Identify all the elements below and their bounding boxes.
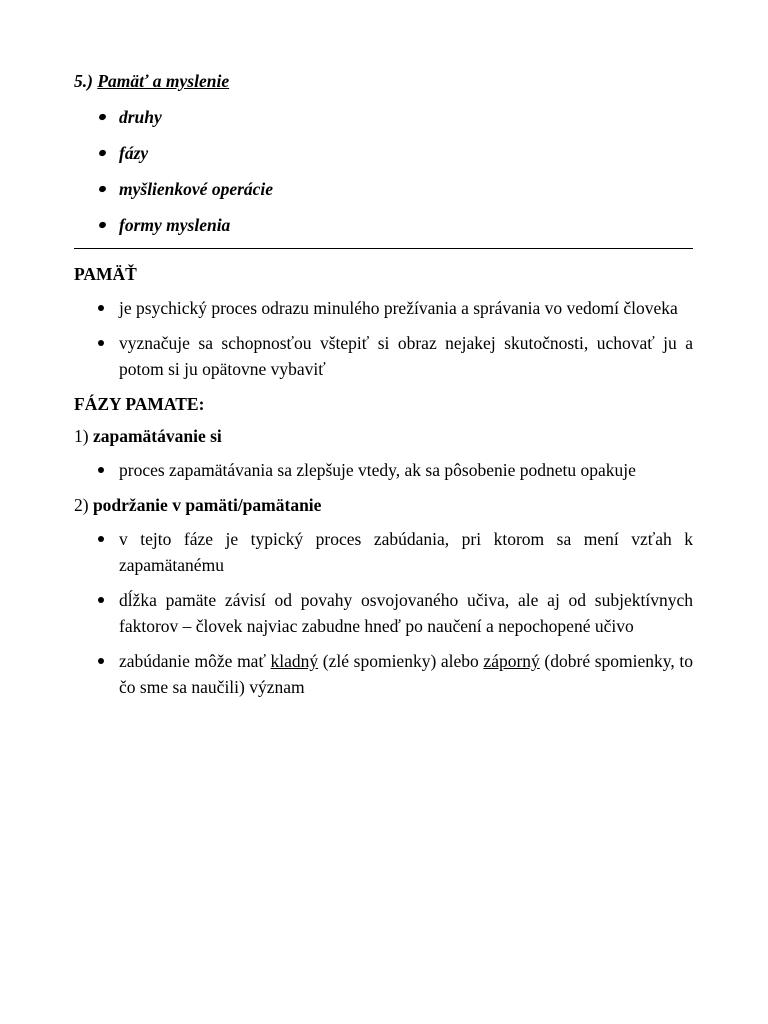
bullet-icon: [98, 597, 104, 603]
phase-2-bullets: [74, 526, 693, 700]
bullet-icon: [98, 536, 104, 542]
topic-heading: [74, 68, 693, 94]
list-item: fázy: [74, 140, 693, 166]
list-item: druhy: [74, 104, 693, 130]
list-item: formy myslenia: [74, 212, 693, 238]
pamat-bullets: [74, 295, 693, 382]
underlined-zaporny: záporný: [483, 651, 540, 671]
topic-list: [74, 104, 693, 238]
list-item: dĺžka pamäte závisí od povahy osvojovaného učiva, ale aj od subjektívnych faktorov – človek najviac zabudne hneď po naučení a nepochopené učivo: [74, 587, 693, 639]
list-item: vyznačuje sa schopnosťou vštepiť si obraz nejakej skutočnosti, uchovať ju a potom si ju opätovne vybaviť: [74, 330, 693, 382]
section-title-pamat: PAMÄŤ: [74, 264, 137, 284]
topic-title: Pamäť a myslenie: [97, 71, 230, 91]
bullet-icon: [98, 340, 104, 346]
bullet-icon: [98, 305, 104, 311]
topic-number: 5.): [74, 71, 93, 91]
section-title-fazy: FÁZY PAMATE:: [74, 394, 205, 414]
bullet-icon: [98, 658, 104, 664]
phase-1-title: 1) zapamätávanie si: [74, 426, 222, 446]
phase-2-title: 2) podržanie v pamäti/pamätanie: [74, 495, 322, 515]
list-item: je psychický proces odrazu minulého prežívania a správania vo vedomí človeka: [74, 295, 693, 321]
bullet-icon: [98, 185, 107, 193]
bullet-icon: [98, 221, 107, 229]
bullet-icon: [98, 149, 107, 157]
phase-1-bullets: [74, 457, 693, 483]
list-item: proces zapamätávania sa zlepšuje vtedy, ak sa pôsobenie podnetu opakuje: [74, 457, 693, 483]
bullet-icon: [98, 467, 104, 473]
bullet-icon: [98, 113, 107, 121]
horizontal-divider: [74, 248, 693, 249]
underlined-kladny: kladný: [270, 651, 319, 671]
list-item: v tejto fáze je typický proces zabúdania, pri ktorom sa mení vzťah k zapamätanému: [74, 526, 693, 578]
list-item: zabúdanie môže mať kladný (zlé spomienky) alebo záporný (dobré spomienky, to čo sme sa naučili) význam: [74, 648, 693, 700]
document-page: [74, 68, 693, 709]
list-item: myšlienkové operácie: [74, 176, 693, 202]
